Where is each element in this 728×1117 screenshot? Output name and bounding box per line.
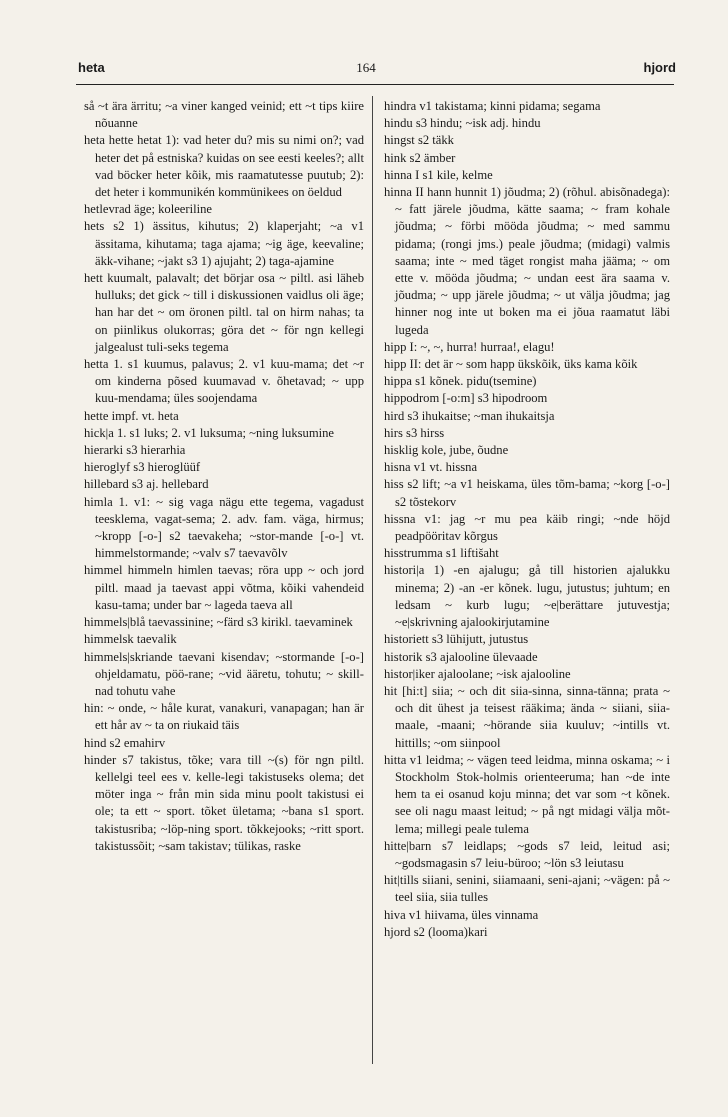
right-column <box>384 98 670 941</box>
header-rule <box>76 84 674 85</box>
dictionary-entry: så ~t ära ärritu; ~a viner kanged veinid; ett ~t tips kiire nõuanne <box>84 99 364 131</box>
dictionary-entry: hick|a 1. s1 luks; 2. v1 luksuma; ~ning luksumine <box>84 425 335 440</box>
dictionary-entry: hinder s7 takistus, tõke; vara till ~(s) för ngn piltl. kellelgi teel ees v. kelle-legi takistuseks olema; det möter inga ~ från min sida minu poolt takistusi ei ole; ta ett ~ sport. tõket ületama; ~bana s1 sport. takistusriba; ~löp-ning sport. tõkkejooks; ~ritt sport. takistussõit; ~sam takistav; tülikas, raske <box>84 752 364 853</box>
dictionary-entry: histori|a 1) -en ajalugu; gå till historien ajalukku minema; 2) -an -er kõnek. lugu, jutustus; juhtum; en ledsam ~ kurb lugu; ~e|berättare jutuvestja; ~e|skrivning ajalookirjutamine <box>384 563 670 630</box>
dictionary-entry: heta hette hetat 1): vad heter du? mis su nimi on?; vad heter det på estniska? kuidas on see eesti keeles?; allt vad böcker heter kõik, mis raamatutesse puutub; 2): det heter i kommunikén kommünikees on öeldud <box>84 133 364 200</box>
dictionary-entry: hirs s3 hirss <box>384 425 445 440</box>
dictionary-entry: hett kuumalt, palavalt; det börjar osa ~ piltl. asi läheb hulluks; det gick ~ till i diskussionen vaidlus oli äge; han har det ~ om öronen piltl. tal on hirm nahas; ta on piinlikus olukorras; göra det ~ för ngn kellegi jalgealust tuli-seks tegema <box>84 271 364 354</box>
dictionary-entry: histor|iker ajaloolane; ~isk ajalooline <box>384 666 571 681</box>
dictionary-entry: hieroglyf s3 hieroglüüf <box>84 460 201 475</box>
page-number: 164 <box>356 60 376 75</box>
dictionary-entry: hippa s1 kõnek. pidu(tsemine) <box>384 374 537 389</box>
dictionary-entry: hindu s3 hindu; ~isk adj. hindu <box>384 116 541 131</box>
left-column <box>84 98 364 855</box>
dictionary-entry: hiss s2 lift; ~a v1 heiskama, üles tõm-bama; ~korg [-o-] s2 tõstekorv <box>384 477 670 509</box>
dictionary-entry: historiett s3 lühijutt, jutustus <box>384 632 529 647</box>
dictionary-entry: himla 1. v1: ~ sig vaga nägu ette tegema, vagadust teesklema, vagat-sema; 2. adv. fam. väga, hirmus; ~kropp [-o-] s2 taevakeha; ~stor-mande [-o-] vt. himmelstormande; ~valv s7 taevavõlv <box>84 494 364 561</box>
dictionary-entry: hetlevrad äge; koleeriline <box>84 202 212 217</box>
dictionary-entry: hetta 1. s1 kuumus, palavus; 2. v1 kuu-mama; det ~r om kinderna põsed kuumavad v. õhetavad; ~ upp kuu-mendama; üles soojendama <box>84 357 364 406</box>
dictionary-entry: hind s2 emahirv <box>84 735 166 750</box>
dictionary-entry: hissna v1: jag ~r mu pea käib ringi; ~nde höjd peadpööritav kõrgus <box>384 511 670 544</box>
dictionary-entry: himmels|blå taevassinine; ~färd s3 kirikl. taevaminek <box>84 615 353 630</box>
dictionary-entry: hindra v1 takistama; kinni pidama; segama <box>384 99 601 113</box>
dictionary-entry: hillebard s3 aj. hellebard <box>84 477 209 492</box>
header-guide-word-left: heta <box>78 60 105 75</box>
dictionary-entry: hitta v1 leidma; ~ vägen teed leidma, minna oskama; ~ i Stockholm Stok-holmis orienteeruma; han ~de inte hem ta ei osanud koju minna; det var som ~t kõnek. see oli nagu maast leitud; ~ på ngt midagi välja mõt-lema; millegi peale tulema <box>384 752 670 836</box>
dictionary-entry: hink s2 ämber <box>384 150 456 165</box>
dictionary-entry: hird s3 ihukaitse; ~man ihukaitsja <box>384 408 555 423</box>
dictionary-entry: hipp I: ~, ~, hurra! hurraa!, elagu! <box>384 339 555 354</box>
column-divider <box>372 96 373 1064</box>
dictionary-entry: hjord s2 (looma)kari <box>384 924 488 939</box>
header-guide-word-right: hjord <box>643 60 676 75</box>
dictionary-entry: hisstrumma s1 liftišaht <box>384 546 499 561</box>
dictionary-entry: hitte|barn s7 leidlaps; ~gods s7 leid, leitud asi; ~godsmagasin s7 leiu-büroo; ~lön s3 leiutasu <box>384 838 670 870</box>
dictionary-entry: hippodrom [-o:m] s3 hipodroom <box>384 391 548 406</box>
dictionary-entry: himmel himmeln himlen taevas; röra upp ~ och jord piltl. maad ja taevast appi võtma, kõiki vahendeid kasu-tama; under bar ~ lageda taeva all <box>84 563 364 612</box>
dictionary-entry: himmelsk taevalik <box>84 632 177 647</box>
dictionary-entry: hets s2 1) ässitus, kihutus; 2) klaperjaht; ~a v1 ässitama, kihutama; taga ajama; ~ig äge, keevaline; äkk-vihane; ~jakt s3 1) ajujaht; 2) taga-ajamine <box>84 219 364 268</box>
dictionary-entry: hinna II hann hunnit 1) jõudma; 2) (rõhul. abisõnadega): ~ fatt järele jõudma, kätte saama; ~ fram kohale jõudma; ~ förbi mööda jõudma; ~ med sammu pidama; (rongi jms.) peale jõudma; (midagi) valmis saama; inte ~ med täget rongist maha jääma; ~ om ette v. mööda jõudma; ~ undan eest ära saama v. jõudma; ~ upp järele jõudma; ~ ut välja jõudma; jag hinner nog inte ut boken ma ei jõua raamatut läbi lugeda <box>384 185 670 337</box>
dictionary-entry: hierarki s3 hierarhia <box>84 443 186 458</box>
dictionary-entry: hisna v1 vt. hissna <box>384 460 478 475</box>
dictionary-entry: hingst s2 täkk <box>384 133 454 148</box>
dictionary-entry: historik s3 ajalooline ülevaade <box>384 649 538 664</box>
dictionary-entry: hit [hi:t] siia; ~ och dit siia-sinna, sinna-tänna; prata ~ och dit ühest ja teisest rääkima; ända ~ siiani, siia-maale, -maani; ~hörande siia kuuluv; ~intills vt. hittills; ~om siinpool <box>384 683 670 750</box>
dictionary-entry: hette impf. vt. heta <box>84 408 179 423</box>
dictionary-entry: hiva v1 hiivama, üles vinnama <box>384 907 539 922</box>
dictionary-entry: hinna I s1 kile, kelme <box>384 167 493 182</box>
dictionary-entry: hin: ~ onde, ~ håle kurat, vanakuri, vanapagan; han är ett hår av ~ ta on riukaid täis <box>84 701 364 733</box>
dictionary-entry: hisklig kole, jube, õudne <box>384 443 509 458</box>
dictionary-entry: hit|tills siiani, senini, siiamaani, seni-ajani; ~vägen: på ~ teel siia, siia tulles <box>384 873 670 905</box>
dictionary-entry: himmels|skriande taevani kisendav; ~stormande [-o-] ohjeldamatu, pöö-rane; ~vid ääretu, tohutu; ~ skill-nad tohutu vahe <box>84 649 364 698</box>
dictionary-entry: hipp II: det är ~ som happ ükskõik, üks kama kõik <box>384 357 638 372</box>
